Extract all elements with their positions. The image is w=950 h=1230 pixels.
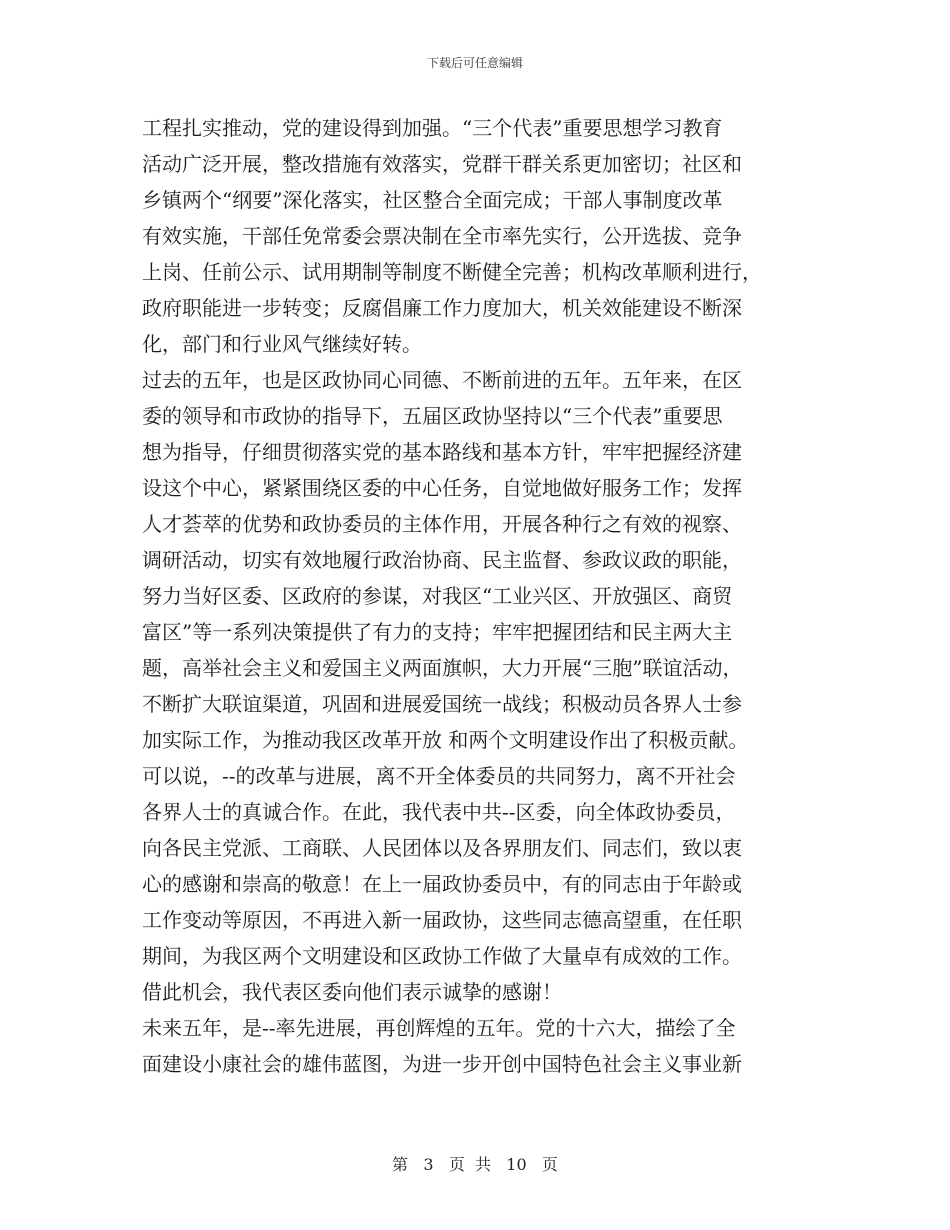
text-line: 人才荟萃的优势和政协委员的主体作用，开展各种行之有效的视察、 — [142, 512, 742, 536]
text-line: 政府职能进一步转变；反腐倡廉工作力度加大，机关效能建设不断深 — [142, 296, 742, 320]
text-line: 富区”等一系列决策提供了有力的支持；牢牢把握团结和民主两大主 — [142, 620, 733, 644]
document-body — [142, 110, 810, 1082]
text-line: 调研活动，切实有效地履行政治协商、民主监督、参政议政的职能， — [142, 548, 742, 572]
text-line: 上岗、任前公示、试用期制等制度不断健全完善；机构改革顺利进行， — [142, 260, 762, 284]
text-line: 努力当好区委、区政府的参谋，对我区“工业兴区、开放强区、商贸 — [142, 584, 733, 608]
text-line: 活动广泛开展，整改措施有效落实，党群干群关系更加密切；社区和 — [142, 152, 742, 176]
text-line: 想为指导，仔细贯彻落实党的基本路线和基本方针，牢牢把握经济建 — [142, 440, 742, 464]
text-line: 乡镇两个“纲要”深化落实，社区整合全面完成；干部人事制度改革 — [142, 188, 723, 212]
footer-prefix: 第 — [392, 1155, 409, 1174]
text-line: 过去的五年，也是区政协同心同德、不断前进的五年。五年来，在区 — [142, 368, 742, 392]
text-line: 向各民主党派、工商联、人民团体以及各界朋友们、同志们，致以衷 — [142, 836, 742, 860]
text-line: 设这个中心，紧紧围绕区委的中心任务，自觉地做好服务工作；发挥 — [142, 476, 742, 500]
text-line: 工作变动等原因，不再进入新一届政协，这些同志德高望重，在任职 — [142, 908, 742, 932]
page-footer — [0, 1152, 950, 1175]
text-line: 题，高举社会主义和爱国主义两面旗帜，大力开展“三胞”联谊活动， — [142, 656, 743, 680]
text-line: 可以说，--的改革与进展，离不开全体委员的共同努力，离不开社会 — [142, 764, 736, 788]
text-line: 心的感谢和崇高的敬意！在上一届政协委员中，有的同志由于年龄或 — [142, 872, 742, 896]
footer-middle: 页 共 — [448, 1155, 491, 1174]
text-line: 面建设小康社会的雄伟蓝图，为进一步开创中国特色社会主义事业新 — [142, 1052, 742, 1076]
text-line: 化，部门和行业风气继续好转。 — [142, 332, 422, 356]
text-line: 工程扎实推动，党的建设得到加强。“三个代表”重要思想学习教育 — [142, 116, 723, 140]
text-line: 各界人士的真诚合作。在此，我代表中共--区委，向全体政协委员， — [142, 800, 736, 824]
text-line: 加实际工作，为推动我区改革开放 和两个文明建设作出了积极贡献。 — [142, 728, 749, 752]
footer-total-pages: 10 — [506, 1155, 527, 1174]
text-line: 委的领导和市政协的指导下，五届区政协坚持以“三个代表”重要思 — [142, 404, 723, 428]
footer-page-number: 3 — [423, 1155, 434, 1174]
footer-suffix: 页 — [541, 1155, 558, 1174]
text-line: 有效实施，干部任免常委会票决制在全市率先实行，公开选拔、竞争 — [142, 224, 742, 248]
text-line: 借此机会，我代表区委向他们表示诚挚的感谢！ — [142, 980, 562, 1004]
text-line: 期间，为我区两个文明建设和区政协工作做了大量卓有成效的工作。 — [142, 944, 742, 968]
text-line: 未来五年，是--率先进展，再创辉煌的五年。党的十六大，描绘了全 — [142, 1016, 736, 1040]
text-line: 不断扩大联谊渠道，巩固和进展爱国统一战线；积极动员各界人士参 — [142, 692, 742, 716]
header-note: 下载后可任意编辑 — [426, 56, 523, 70]
